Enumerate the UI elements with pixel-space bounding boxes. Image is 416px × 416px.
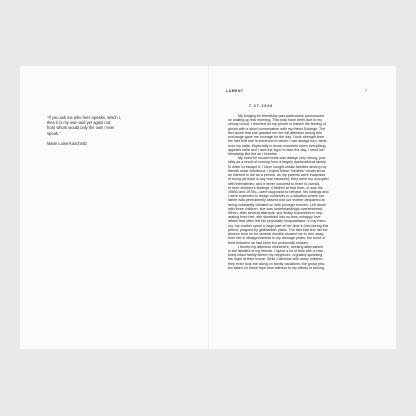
body-line: My longing for friendship was particularly pronounced	[238, 114, 325, 118]
body-line: ory, my mother spent a large part of her time in bed during this	[228, 223, 329, 228]
body-line: tively intact family where my neighbors, regularly spending	[228, 253, 323, 258]
body-line: I turned my attention elsewhere, seeking alternatives	[238, 244, 323, 249]
body-line: ever my state. Especially in those moments when everything	[228, 143, 326, 148]
body-line: on waking up this morning. This may have been due to my	[228, 118, 323, 123]
body-line: I were expected to resign ourselves to a situation where our	[228, 194, 325, 199]
epigraph-line: speak."	[47, 130, 61, 136]
body-line: period, plagued by gallbladder pains. The fact that she hid the	[228, 227, 328, 232]
body-line: being constantly cheated on with younger women. Left alone	[228, 202, 326, 207]
page-fold	[208, 66, 209, 349]
body-line: My need for social bonds was always very strong, pos-	[238, 156, 327, 161]
body-line: fact alone that she granted me her full attention during this	[228, 130, 322, 135]
body-line: father was permanently absent and our mother despaired at	[228, 198, 325, 203]
body-line: cloudy mood. I reached for my phone to banish the feeling of	[228, 122, 326, 127]
body-line: divorce from us for several months caused me to turn away	[228, 232, 324, 237]
body-line: an interest in me as a person, as my parents were incapable	[228, 173, 326, 178]
body-line: trust between us had been too profoundly shaken.	[228, 240, 309, 245]
body-line: appears futile and I lack the vigor to face the day, I need her	[228, 147, 325, 152]
body-line: affairs that often left her physically incapacitated. In my mem-	[228, 219, 327, 224]
body-line: er their children's feelings. Children at that time—it was the	[228, 185, 323, 190]
epigraph-line: from whom would only the own I ever	[47, 125, 115, 131]
body-line: 1960s and 1970s—were supposed to behave. My siblings and	[228, 189, 329, 194]
body-line: with themselves, and it never occurred to them to consid-	[228, 181, 321, 186]
page-number: 7	[365, 89, 367, 93]
body-line: the night at their house. Strict Catholics with many children,	[228, 257, 324, 262]
running-head: LAMENT	[226, 89, 244, 93]
body-line: In order to escape it, I have sought ersatz families among my	[228, 164, 327, 169]
body-line: exchange gave me courage for the day. I took strength from	[228, 135, 325, 140]
body-line: they even took me along on family vacations; the group pho-	[228, 261, 326, 266]
body-line: gloom with a short conversation with my friend Solange. The	[228, 126, 326, 131]
epigraph-line: "If you ask me who here speaks, which I,	[47, 115, 122, 120]
body-line: tos taken on these trips bear witness to my efforts to belong,	[228, 265, 326, 270]
book-spread	[20, 66, 396, 349]
epigraph-line: then it is my own and yet again not;	[47, 120, 112, 126]
epigraph	[47, 115, 157, 146]
body-line: in the families of my friends. I spent a lot of time with a rela-	[228, 249, 324, 253]
body-line: the fact that she is someone to whom I can always turn, what-	[228, 139, 328, 144]
body-line: with three children, she was understandingly overwhelmed.	[228, 206, 324, 211]
body-line: friends since childhood. I hoped these "families" would show	[228, 168, 326, 173]
body-line: from her in disappointment in my teenage years; the bond of	[228, 236, 326, 241]
body-line: arating from him, she stumbled into no-less-unhappy love	[228, 215, 321, 220]
body-line: When, after several attempts, she finally succeeded in sep-	[228, 211, 324, 216]
entry-date: 7.27.2026	[249, 104, 274, 108]
body-text	[228, 114, 374, 270]
epigraph-attribution: Marie Luise Kaschnitz	[47, 140, 88, 146]
body-line: friendship like the air I breathe.	[228, 151, 278, 156]
body-line: of doing (at least in any real measure); they were too occupied	[228, 177, 329, 182]
body-line: sibly as a result of coming from a largely dysfunctional family.	[228, 160, 327, 165]
